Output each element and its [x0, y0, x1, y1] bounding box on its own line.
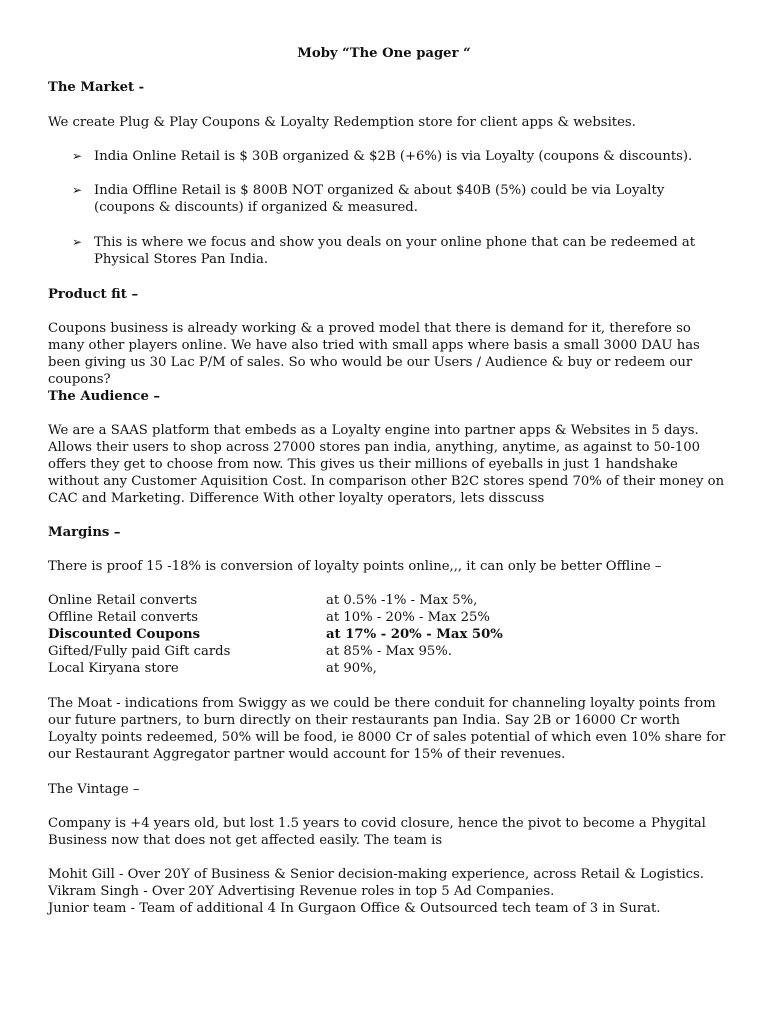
market-heading: The Market -	[48, 80, 145, 95]
arrow-bullet-icon: ➢	[72, 183, 83, 197]
market-bullet-list	[48, 234, 728, 268]
market-bullet-list	[48, 182, 728, 216]
list-item: Vikram Singh - Over 20Y Advertising Revenue roles in top 5 Ad Companies.	[48, 884, 555, 899]
table-row: Online Retail converts at 0.5% -1% - Max 5%,	[48, 593, 478, 608]
vintage-body: Company is +4 years old, but lost 1.5 years to covid closure, hence the pivot to become a Phygital Business now that does not get affected easily. The team is	[48, 816, 706, 848]
team-list	[48, 866, 728, 917]
moat-body: The Moat - indications from Swiggy as we could be there conduit for channeling loyalty points from our future partners, to burn directly on their restaurants pan India. Say 2B or 16000 Cr worth Loyalty points redeemed, 50% will be food, ie 8000 Cr of sales potential of which even 10% share for our Restaurant Aggregator partner would account for 15% of their revenues.	[48, 696, 726, 762]
audience-heading: The Audience –	[48, 389, 161, 404]
margins-intro: There is proof 15 -18% is conversion of loyalty points online,,, it can only be better Offline –	[48, 559, 662, 574]
arrow-bullet-icon: ➢	[72, 235, 83, 249]
table-row: Discounted Coupons at 17% - 20% - Max 50%	[48, 627, 503, 642]
vintage-heading: The Vintage –	[48, 782, 140, 797]
list-item: ➢ India Offline Retail is $ 800B NOT organized & about $40B (5%) could be via Loyalty (coupons & discounts) if organized & measured.	[72, 183, 665, 215]
market-intro: We create Plug & Play Coupons & Loyalty Redemption store for client apps & websites.	[48, 115, 636, 130]
table-row: Local Kiryana store at 90%,	[48, 661, 377, 676]
market-bullet-list	[48, 148, 728, 165]
list-item: Mohit Gill - Over 20Y of Business & Senior decision-making experience, across Retail & Logistics.	[48, 867, 705, 882]
table-row: Offline Retail converts at 10% - 20% - Max 25%	[48, 610, 490, 625]
list-item: ➢ India Online Retail is $ 30B organized & $2B (+6%) is via Loyalty (coupons & discounts).	[72, 149, 693, 164]
margins-heading: Margins –	[48, 525, 121, 540]
margins-table	[48, 592, 728, 677]
list-item: ➢ This is where we focus and show you deals on your online phone that can be redeemed at Physical Stores Pan India.	[72, 235, 696, 267]
audience-body: We are a SAAS platform that embeds as a Loyalty engine into partner apps & Websites in 5 days. Allows their users to shop across 27000 stores pan india, anything, anytime, as against to 50-100 offers they get to choose from now. This gives us their millions of eyeballs in just 1 handshake without any Customer Aquisition Cost. In comparison other B2C stores spend 70% of their money on CAC and Marketing. Difference With other loyalty operators, lets disscuss	[48, 423, 725, 506]
arrow-bullet-icon: ➢	[72, 149, 83, 163]
table-row: Gifted/Fully paid Gift cards at 85% - Max 95%.	[48, 644, 453, 659]
product-fit-heading: Product fit –	[48, 287, 139, 302]
product-fit-body: Coupons business is already working & a proved model that there is demand for it, therefore so many other players online. We have also tried with small apps where basis a small 3000 DAU has been giving us 30 Lac P/M of sales. So who would be our Users / Audience & buy or redeem our coupons?	[48, 321, 700, 387]
document-title: Moby “The One pager “	[297, 46, 471, 61]
list-item: Junior team - Team of additional 4 In Gurgaon Office & Outsourced tech team of 3 in Surat.	[48, 901, 661, 916]
